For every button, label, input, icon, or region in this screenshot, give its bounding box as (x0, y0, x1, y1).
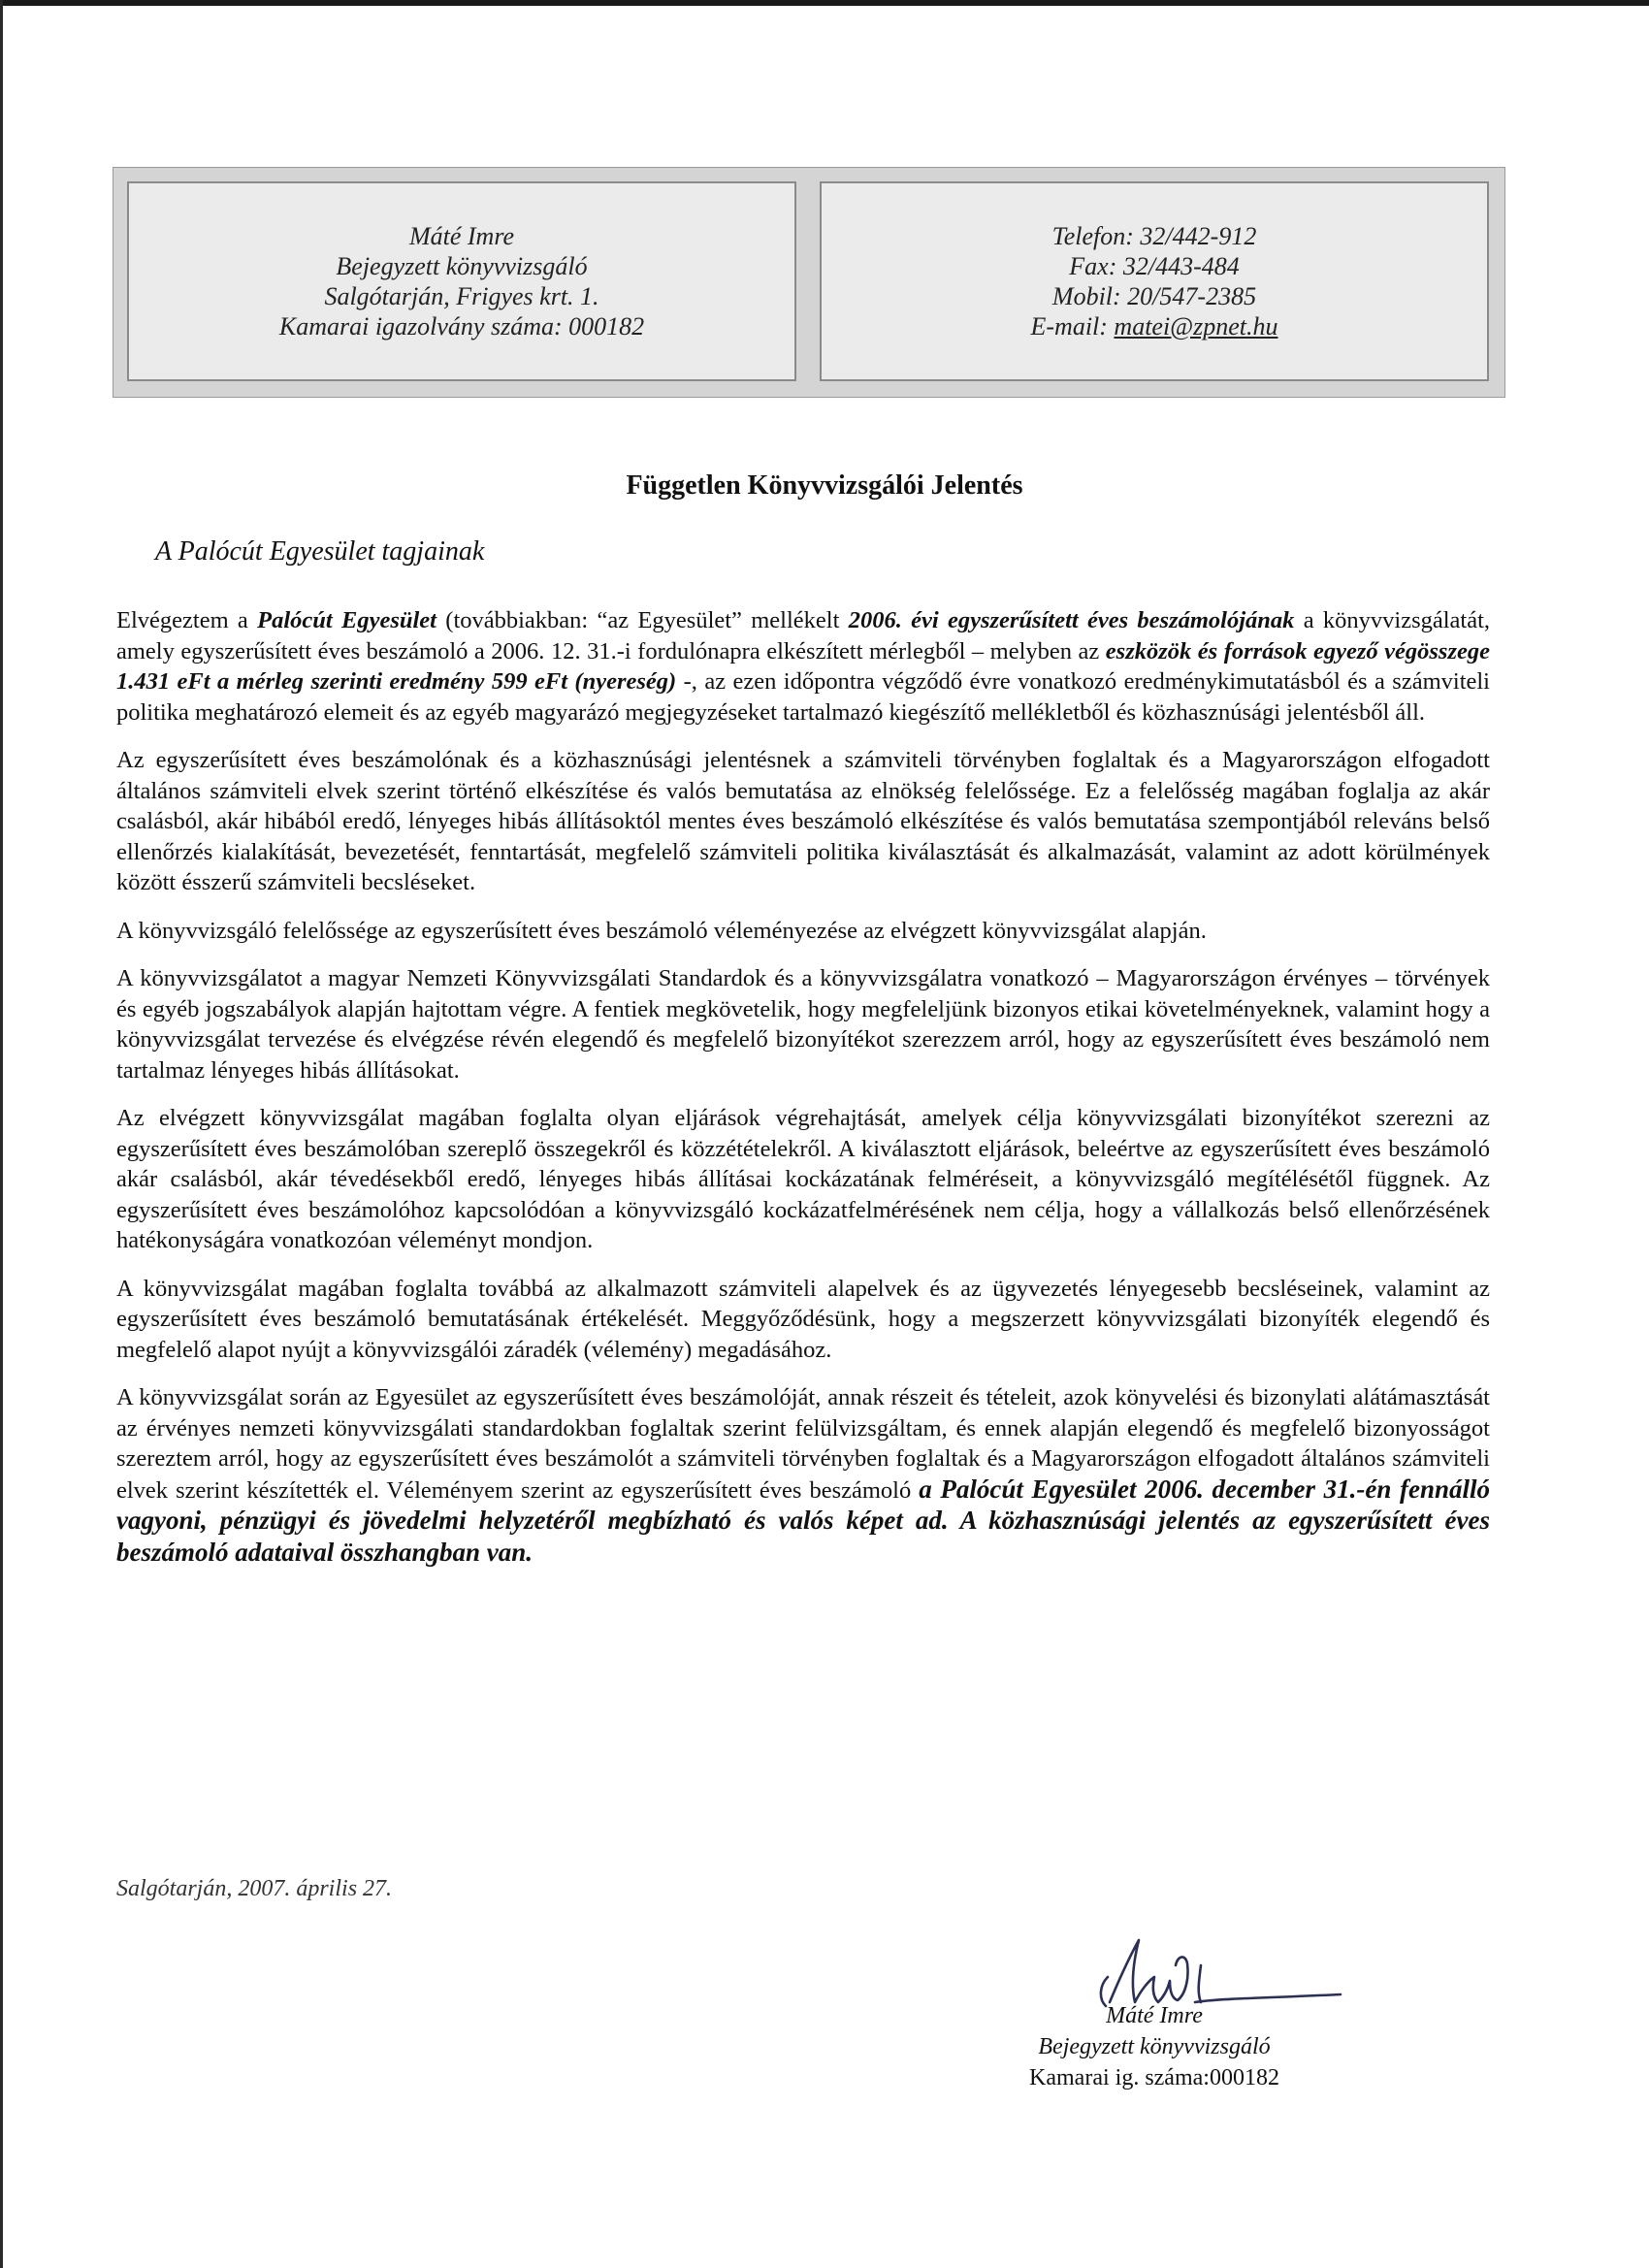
letterhead-identity-box (127, 181, 796, 381)
paragraph-management-responsibility: Az egyszerűsített éves beszámolónak és a közhasznúsági jelentésnek a számviteli törvényben foglaltak és a Magyarországon elfogadott általános számviteli elvek szerint történő elkészítése és valós bemutatása az elnökség felelőssége. Ez a felelősség magában foglalja az akár csalásból, akár hibából eredő, lényeges hibás állításoktól mentes éves beszámoló elkészítése és valós bemutatása szempontjából releváns belső ellenőrzés kialakítását, bevezetését, fenntartását, megfelelő számviteli politika kiválasztását és alkalmazását, valamint az adott körülmények között ésszerű számviteli becsléseket. (116, 747, 1490, 895)
contact-email-label: E-mail: (1030, 312, 1108, 340)
paragraph-opinion (116, 1382, 1490, 1569)
contact-phone: Telefon: 32/442-912 (1051, 222, 1257, 250)
p1-emphasis-report: 2006. évi egyszerűsített éves beszámolójának (848, 607, 1295, 633)
contact-fax: Fax: 32/443-484 (1069, 252, 1240, 280)
p1-emphasis-figures: eszközök és források egyező végösszege 1.431 eFt a mérleg szerinti eredmény 599 eFt (nyereség) (116, 637, 1491, 695)
addressee: A Palócút Egyesület tagjainak (155, 536, 485, 567)
p7-opinion-emphasis: a Palócút Egyesület 2006. december 31.-én fennálló vagyoni, pénzügyi és jövedelmi helyzetéről megbízható és valós képet ad. A közhasznúsági jelentés az egyszerűsített éves beszámoló adataival összhangban van. (116, 1474, 1491, 1567)
p7-text-a: A könyvvizsgálat során az Egyesület az egyszerűsített éves beszámolóját, annak részeit és tételeit, azok könyvelési és bizonylati alátámasztását az érvényes nemzeti könyvvizsgálati standardokban foglaltak szerint felülvizsgáltam, és ennek alapján elegendő és megfelelő bizonyosságot szereztem arról, hogy az egyszerűsített éves beszámolót a számviteli törvényben foglaltak és a Magyarországon elfogadott általános számviteli elvek szerint készítették el. Véleményem szerint az egyszerűsített éves beszámoló (116, 1384, 1490, 1504)
place-and-date: Salgótarján, 2007. április 27. (116, 1876, 393, 1901)
paragraph-scope (116, 605, 1490, 728)
letterhead (113, 167, 1505, 398)
signer-name: Máté Imre (1106, 2003, 1203, 2028)
left-border-line (0, 0, 3, 2268)
p1-text-c: (továbbiakban: “az Egyesület” mellékelt (445, 607, 840, 633)
auditor-address: Salgótarján, Frigyes krt. 1. (324, 282, 599, 310)
contact-mobile: Mobil: 20/547-2385 (1051, 282, 1257, 310)
paragraph-evaluation: A könyvvizsgálat magában foglalta továbbá az alkalmazott számviteli alapelvek és az ügyvezetés lényegesebb becsléseinek, valamint az egyszerűsített éves beszámoló bemutatásának értékelését. Meggyőződésünk, hogy a megszerzett könyvvizsgálati bizonyíték elegendő és megfelelő alapot nyújt a könyvvizsgálói záradék (vélemény) megadásához. (116, 1275, 1490, 1363)
p1-emphasis-entity: Palócút Egyesület (257, 607, 436, 633)
contact-email-link[interactable]: matei@zpnet.hu (1114, 312, 1278, 340)
contact-email-line (1031, 311, 1278, 341)
report-title: Független Könyvvizsgálói Jelentés (626, 470, 1023, 501)
paragraph-standards: A könyvvizsgálatot a magyar Nemzeti Könyvvizsgálati Standardok és a könyvvizsgálatra vonatkozó – Magyarországon érvényes – törvények és egyéb jogszabályok alapján hajtottam végre. A fentiek megkövetelik, hogy megfeleljünk bizonyos etikai követelményeknek, valamint hogy a könyvvizsgálat tervezése és elvégzése révén elegendő és megfelelő bizonyítékot szerezzem arról, hogy az egyszerűsített éves beszámoló nem tartalmaz lényeges hibás állításokat. (116, 965, 1490, 1084)
signature-block (980, 2000, 1329, 2093)
signer-title: Bejegyzett könyvvizsgáló (1038, 2034, 1271, 2059)
signer-license: Kamarai ig. száma:000182 (1029, 2065, 1279, 2090)
paragraph-auditor-responsibility: A könyvvizsgáló felelőssége az egyszerűsített éves beszámoló véleményezése az elvégzett könyvvizsgálat alapján. (116, 917, 1207, 944)
letterhead-contact-box (820, 181, 1489, 381)
p1-text-a: Elvégeztem a (116, 607, 248, 633)
auditor-title: Bejegyzett könyvvizsgáló (336, 252, 588, 280)
top-border-line (0, 0, 1649, 6)
p1-text-e: a könyvvizsgálatát, amely egyszerűsített éves beszámoló a 2006. 12. 31.-i fordulónapra elkészített mérlegből – melyben az (116, 607, 1491, 664)
auditor-name: Máté Imre (408, 222, 515, 250)
report-body (116, 605, 1490, 1586)
paragraph-procedures: Az elvégzett könyvvizsgálat magában foglalta olyan eljárások végrehajtását, amelyek célja könyvvizsgálati bizonyítékot szerezni az egyszerűsített éves beszámolóban szereplő összegekről és közzétételekről. A kiválasztott eljárások, beleértve az egyszerűsített éves beszámoló akár csalásból, akár tévedésekből eredő, lényeges hibás állításai kockázatának felméréseit, a könyvvizsgáló megítélésétől függnek. Az egyszerűsített éves beszámolóhoz kapcsolódóan a könyvvizsgáló kockázatfelmérésének nem célja, hogy a vállalkozás belső ellenőrzésének hatékonyságára vonatkozóan véleményt mondjon. (116, 1105, 1490, 1253)
auditor-license: Kamarai igazolvány száma: 000182 (278, 312, 645, 340)
p1-text-g: -, az ezen időpontra végződő évre vonatkozó eredménykimutatásból és a számviteli politika meghatározó elemeit és az egyéb magyarázó megjegyzéseket tartalmazó kiegészítő mellékletből és közhasznúsági jelentésből áll. (116, 668, 1490, 726)
